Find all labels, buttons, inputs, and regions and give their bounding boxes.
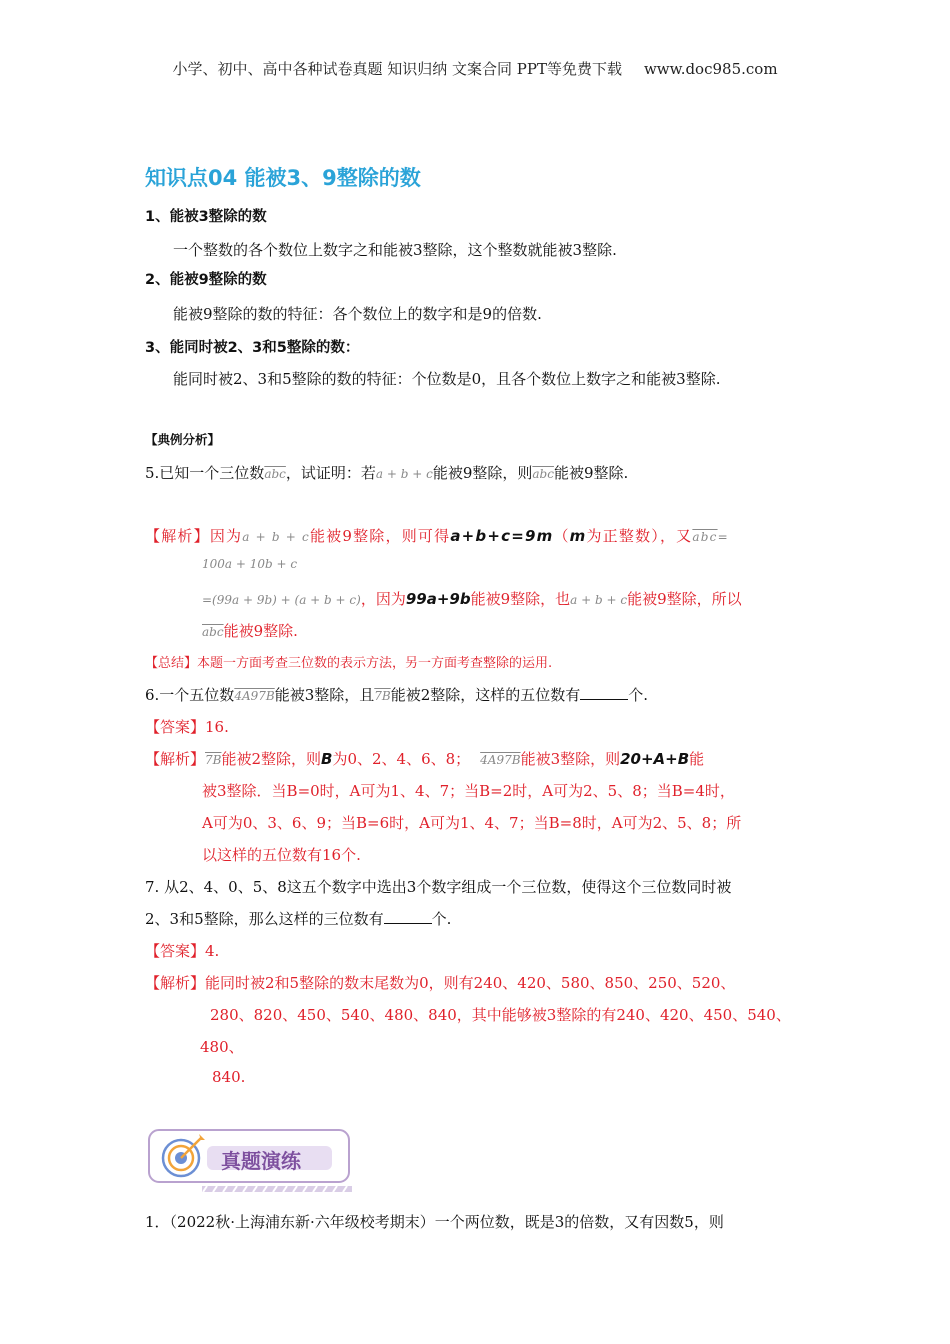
q7-answer: 【答案】4.: [145, 942, 220, 960]
q5-solution-line2: 100a + 10b + c: [202, 557, 298, 571]
q7-solution-line1: 【解析】能同时被2和5整除的数末尾数为0，则有240、420、580、850、250、520、: [145, 974, 736, 992]
q6-solution-line4: 以这样的五位数有16个.: [202, 846, 361, 864]
q6-solution-line2: 被3整除．当B=0时，A可为1、4、7；当B=2时，A可为2、5、8；当B=4时，: [202, 782, 735, 800]
q5-solution-line3: =(99a + 9b) + (a + b + c)，因为99a+9b能被9整除，也a + b + c能被9整除，所以: [202, 590, 742, 608]
example-label: 【典例分析】: [145, 432, 221, 447]
q7-solution-line4: 840.: [212, 1068, 246, 1086]
item-body-1: 一个整数的各个数位上数字之和能被3整除，这个整数就能被3整除.: [173, 241, 617, 259]
item-heading-2: 2、能被9整除的数: [145, 272, 267, 288]
header-text: 小学、初中、高中各种试卷真题 知识归纳 文案合同 PPT等免费下载: [172, 60, 622, 78]
badge-stripes: [202, 1186, 352, 1192]
item-body-2: 能被9整除的数的特征：各个数位上的数字和是9的倍数.: [173, 305, 542, 323]
practice-badge: [147, 1128, 357, 1194]
q6-solution-line1: 【解析】7B能被2整除，则B为0、2、4、6、8； 4A97B能被3整除，则20+A+B能: [145, 750, 705, 768]
item-heading-1: 1、能被3整除的数: [145, 209, 267, 225]
q7-solution-line3: 480、: [200, 1038, 244, 1056]
header-url[interactable]: www.doc985.com: [643, 60, 778, 78]
badge-label: 真题演练: [221, 1149, 301, 1173]
q5-solution-line4: $\overline{abc}$能被9整除.: [202, 622, 298, 640]
q7-solution-line2: 280、820、450、540、480、840，其中能够被3整除的有240、420、450、540、: [210, 1006, 791, 1024]
question-7-line2: 2、3和5整除，那么这样的三位数有 个.: [145, 910, 452, 928]
item-body-3: 能同时被2、3和5整除的数的特征：个位数是0，且各个数位上数字之和能被3整除.: [173, 370, 721, 388]
question-6: 6.一个五位数4A97B能被3整除，且7B能被2整除，这样的五位数有 个.: [145, 686, 649, 704]
summary: 【总结】本题一方面考查三位数的表示方法，另一方面考查整除的运用.: [145, 656, 553, 671]
q6-solution-line3: A可为0、3、6、9；当B=6时，A可为1、4、7；当B=8时，A可为2、5、8；所: [202, 814, 742, 832]
q6-answer: 【答案】16.: [145, 718, 229, 736]
item-heading-3: 3、能同时被2、3和5整除的数：: [145, 340, 360, 356]
page-header: [0, 58, 950, 79]
question-1: 1．（2022秋·上海浦东新·六年级校考期末）一个两位数，既是3的倍数，又有因数5，则: [145, 1213, 724, 1231]
question-5: 5.已知一个三位数$\overline{abc}$，试证明：若a + b + c能被9整除，则$\overline{abc}$能被9整除.: [145, 464, 629, 482]
question-7-line1: 7. 从2、4、0、5、8这五个数字中选出3个数字组成一个三位数，使得这个三位数同时被: [145, 878, 732, 896]
q5-solution-line1: 【解析】因为a + b + c能被9整除，则可得a+b+c=9m（m为正整数），又$\overline{abc}=$: [145, 527, 729, 545]
answer-blank: [384, 911, 432, 924]
section-title: 知识点04 能被3、9整除的数: [145, 166, 421, 190]
answer-blank: [580, 687, 628, 700]
